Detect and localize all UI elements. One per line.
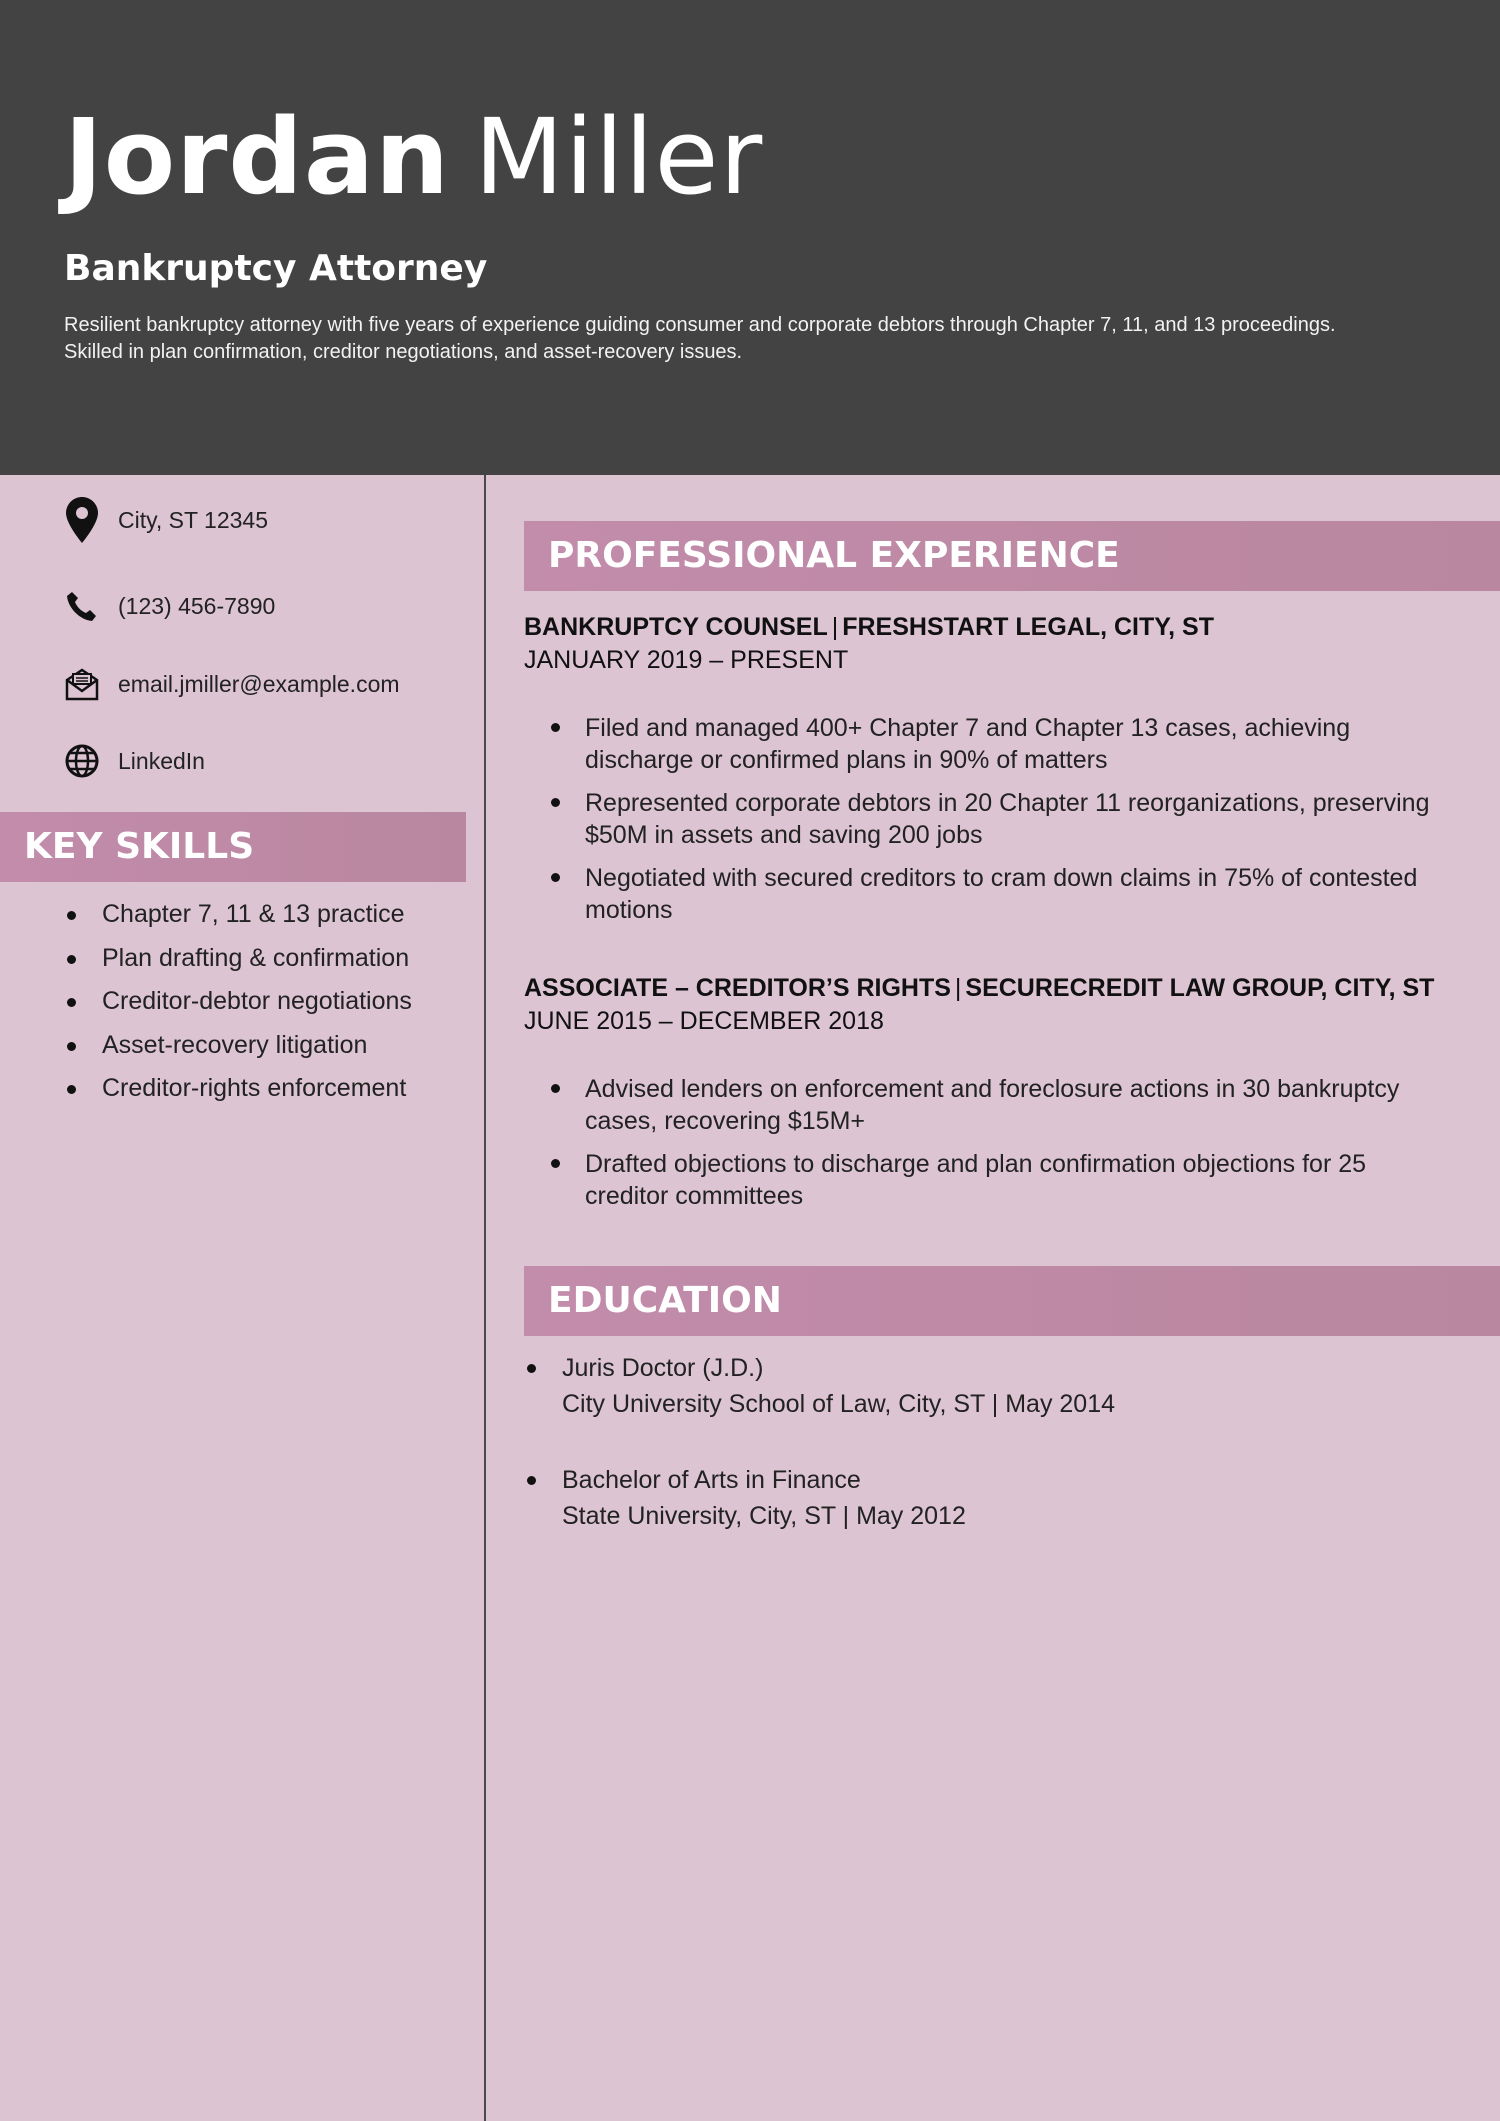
- job-bullet: Negotiated with secured creditors to cram down claims in 75% of contested motions: [524, 862, 1444, 926]
- school-line: City University School of Law, City, ST | May 2014: [562, 1390, 1116, 1418]
- resume-header: [0, 0, 1500, 475]
- degree: Bachelor of Arts in Finance: [562, 1466, 861, 1494]
- skill-item: Asset-recovery litigation: [64, 1031, 464, 1075]
- phone-icon: [64, 588, 100, 624]
- envelope-icon: [64, 666, 100, 702]
- job-entry-2: [524, 972, 1444, 1223]
- job-heading: BANKRUPTCY COUNSEL | FRESHSTART LEGAL, CITY, ST: [524, 613, 1214, 641]
- phone-text: (123) 456-7890: [118, 592, 276, 619]
- skill-item: Creditor-debtor negotiations: [64, 987, 464, 1031]
- globe-icon: [64, 743, 100, 779]
- skill-item: Creditor-rights enforcement: [64, 1074, 464, 1118]
- education-list: [524, 1350, 1444, 1534]
- job-bullet: Advised lenders on enforcement and foreclosure actions in 30 bankruptcy cases, recovering $15M+: [524, 1073, 1444, 1137]
- job-company: FRESHSTART LEGAL, CITY, ST: [842, 613, 1214, 641]
- job-title: Bankruptcy Attorney: [64, 248, 488, 289]
- key-skills-heading: KEY SKILLS: [0, 812, 466, 882]
- skill-item: Chapter 7, 11 & 13 practice: [64, 900, 464, 944]
- education-item: [524, 1350, 1444, 1422]
- skill-item: Plan drafting & confirmation: [64, 944, 464, 988]
- contact-email: [64, 666, 464, 702]
- graduation-date: May 2012: [856, 1502, 966, 1530]
- job-heading: ASSOCIATE – CREDITOR’S RIGHTS | SECURECREDIT LAW GROUP, CITY, ST: [524, 974, 1435, 1002]
- job-title: ASSOCIATE – CREDITOR’S RIGHTS: [524, 974, 951, 1002]
- job-entry-1: [524, 611, 1444, 937]
- summary: Resilient bankruptcy attorney with five years of experience guiding consumer and corporate debtors through Chapter 7, 11, and 13 proceedings. Skilled in plan confirmation, creditor negotiations, and asset-recovery issues.: [64, 314, 1336, 363]
- education-heading: EDUCATION: [524, 1266, 1500, 1336]
- email-text[interactable]: email.jmiller@example.com: [118, 670, 400, 697]
- candidate-name: [64, 96, 764, 218]
- degree: Juris Doctor (J.D.): [562, 1354, 764, 1382]
- job-bullet: Drafted objections to discharge and plan confirmation objections for 25 creditor committees: [524, 1148, 1444, 1212]
- last-name: Miller: [474, 96, 764, 218]
- skills-list: [64, 900, 464, 1118]
- location-pin-icon: [64, 502, 100, 538]
- location-text: City, ST 12345: [118, 506, 269, 533]
- job-title: BANKRUPTCY COUNSEL: [524, 613, 828, 641]
- experience-heading: PROFESSIONAL EXPERIENCE: [524, 521, 1500, 591]
- job-bullets: [524, 712, 1444, 926]
- job-bullets: [524, 1073, 1444, 1212]
- graduation-date: May 2014: [1005, 1390, 1116, 1418]
- job-dates: JUNE 2015 – DECEMBER 2018: [524, 1007, 884, 1035]
- school-line: State University, City, ST | May 2012: [562, 1502, 966, 1530]
- contact-phone: [64, 588, 464, 624]
- contact-linkedin: [64, 743, 464, 779]
- education-item: [524, 1462, 1444, 1534]
- column-divider: [484, 475, 486, 2121]
- school: State University, City, ST: [562, 1502, 836, 1530]
- school: City University School of Law, City, ST: [562, 1390, 985, 1418]
- job-bullet: Filed and managed 400+ Chapter 7 and Chapter 13 cases, achieving discharge or confirmed plans in 90% of matters: [524, 712, 1444, 776]
- job-dates: JANUARY 2019 – PRESENT: [524, 646, 849, 674]
- job-company: SECURECREDIT LAW GROUP, CITY, ST: [965, 974, 1435, 1002]
- contact-location: [64, 502, 464, 538]
- linkedin-link[interactable]: LinkedIn: [118, 747, 205, 774]
- first-name: Jordan: [64, 96, 451, 218]
- job-bullet: Represented corporate debtors in 20 Chapter 11 reorganizations, preserving $50M in assets and saving 200 jobs: [524, 787, 1444, 851]
